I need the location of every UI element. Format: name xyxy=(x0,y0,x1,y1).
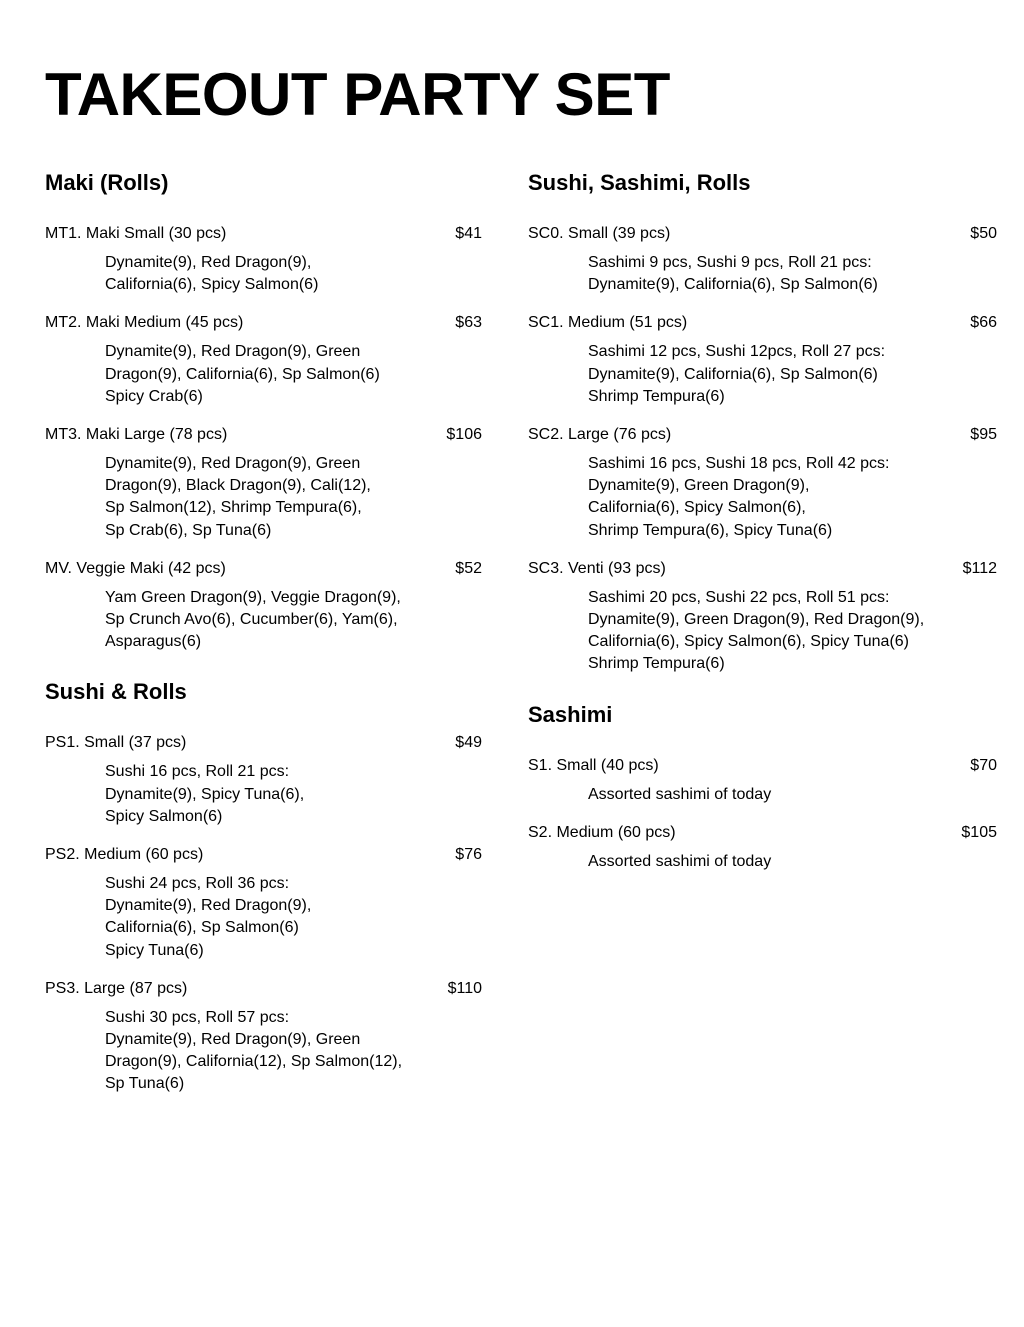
description-line: Dynamite(9), Red Dragon(9), Green xyxy=(105,1031,361,1049)
menu-item-price: $112 xyxy=(962,559,997,577)
menu-item-description xyxy=(588,252,997,296)
menu-item-header xyxy=(528,312,997,334)
menu-item-description xyxy=(105,341,482,408)
menu-item xyxy=(45,844,482,962)
menu-item-name: SC1. Medium (51 pcs) xyxy=(528,314,688,332)
description-line: California(6), Spicy Salmon(6), Spicy Tuna(6) xyxy=(588,633,910,651)
menu-item-description xyxy=(105,1007,482,1096)
menu-section xyxy=(528,700,997,873)
menu-section xyxy=(45,677,482,1095)
menu-item-price: $106 xyxy=(446,426,482,444)
section-title: Sushi, Sashimi, Rolls xyxy=(528,170,751,195)
menu-item-price: $63 xyxy=(455,314,482,332)
menu-item-description xyxy=(105,252,482,296)
description-line: Dynamite(9), Red Dragon(9), Green xyxy=(105,343,361,361)
description-line: Dynamite(9), Red Dragon(9), xyxy=(105,254,312,271)
menu-item xyxy=(45,424,482,542)
menu-item-list xyxy=(45,223,482,653)
description-line: Dynamite(9), Spicy Tuna(6), xyxy=(105,785,305,803)
description-line: Sp Crab(6), Sp Tuna(6) xyxy=(105,521,272,539)
description-line: Sushi 16 pcs, Roll 21 pcs: xyxy=(105,763,290,781)
menu-item xyxy=(45,312,482,408)
description-line: Sp Salmon(12), Shrimp Tempura(6), xyxy=(105,499,362,517)
menu-item-price: $110 xyxy=(447,979,482,997)
description-line: Sp Crunch Avo(6), Cucumber(6), Yam(6), xyxy=(105,611,398,629)
menu-item-header xyxy=(45,558,482,580)
page-title: TAKEOUT PARTY SET xyxy=(45,61,670,128)
menu-item xyxy=(45,978,482,1096)
menu-item xyxy=(528,822,997,873)
description-line: Shrimp Tempura(6) xyxy=(588,387,725,405)
left-column xyxy=(45,168,482,1112)
menu-item-name: SC0. Small (39 pcs) xyxy=(528,225,671,242)
description-line: Asparagus(6) xyxy=(105,633,202,651)
description-line: Dynamite(9), Red Dragon(9), Green xyxy=(105,455,361,473)
menu-item-header xyxy=(45,844,482,866)
description-line: Dragon(9), Black Dragon(9), Cali(12), xyxy=(105,477,371,495)
menu-item-header xyxy=(528,424,997,446)
menu-item-description xyxy=(588,784,997,806)
description-line: Shrimp Tempura(6), Spicy Tuna(6) xyxy=(588,521,833,539)
section-title: Sushi & Rolls xyxy=(45,679,187,705)
description-line: Sashimi 20 pcs, Sushi 22 pcs, Roll 51 pcs: xyxy=(588,588,890,606)
menu-item-description xyxy=(588,341,997,408)
description-line: Dynamite(9), Red Dragon(9), xyxy=(105,897,312,915)
description-line: Dynamite(9), California(6), Sp Salmon(6) xyxy=(588,365,878,383)
menu-item xyxy=(528,424,997,542)
menu-item xyxy=(528,223,997,296)
menu-item-name: S2. Medium (60 pcs) xyxy=(528,823,676,841)
menu-item-price: $52 xyxy=(455,559,482,577)
description-line: Dynamite(9), California(6), Sp Salmon(6) xyxy=(588,276,878,294)
description-line: Sushi 30 pcs, Roll 57 pcs: xyxy=(105,1008,290,1026)
description-line: California(6), Sp Salmon(6) xyxy=(105,919,299,937)
menu-item-name: PS2. Medium (60 pcs) xyxy=(45,846,204,864)
menu-item-price: $50 xyxy=(970,225,997,242)
description-line: Sashimi 12 pcs, Sushi 12pcs, Roll 27 pcs: xyxy=(588,343,886,361)
menu-item xyxy=(45,558,482,654)
menu-item xyxy=(45,223,482,296)
menu-item xyxy=(528,558,997,676)
description-line: Sushi 24 pcs, Roll 36 pcs: xyxy=(105,875,290,893)
menu-item-price: $70 xyxy=(970,756,997,774)
menu-item-description xyxy=(105,873,482,962)
menu-item-header xyxy=(45,223,482,245)
menu-item-price: $95 xyxy=(970,426,997,444)
section-title: Sashimi xyxy=(528,701,613,727)
menu-item-description xyxy=(588,851,997,873)
menu-item-header xyxy=(45,424,482,446)
menu-item-description xyxy=(105,587,482,654)
menu-item-price: $41 xyxy=(455,225,482,242)
menu-item-header xyxy=(528,558,997,580)
menu-item-name: MT2. Maki Medium (45 pcs) xyxy=(45,314,244,332)
menu-section xyxy=(528,168,997,676)
menu-item-header xyxy=(528,223,997,245)
menu-item-name: SC3. Venti (93 pcs) xyxy=(528,559,666,577)
menu-item-list xyxy=(45,732,482,1095)
menu-item-price: $49 xyxy=(455,734,482,752)
description-line: Spicy Salmon(6) xyxy=(105,807,223,825)
menu-item-name: S1. Small (40 pcs) xyxy=(528,756,659,774)
menu-item-list xyxy=(528,755,997,873)
menu-item xyxy=(45,732,482,828)
menu-item-description xyxy=(588,587,997,676)
menu-item-description xyxy=(105,453,482,542)
menu-item-name: MV. Veggie Maki (42 pcs) xyxy=(45,559,226,577)
description-line: Dynamite(9), Green Dragon(9), Red Dragon(9), xyxy=(588,611,925,629)
menu-item-description xyxy=(105,761,482,828)
menu-item-name: SC2. Large (76 pcs) xyxy=(528,426,672,444)
menu-item-name: PS1. Small (37 pcs) xyxy=(45,734,187,752)
description-line: Spicy Crab(6) xyxy=(105,387,203,405)
section-title: Maki (Rolls) xyxy=(45,170,169,195)
description-line: Yam Green Dragon(9), Veggie Dragon(9), xyxy=(105,588,401,606)
menu-item-price: $76 xyxy=(455,846,482,864)
menu-item-header xyxy=(45,978,482,1000)
description-line: Sashimi 9 pcs, Sushi 9 pcs, Roll 21 pcs: xyxy=(588,254,872,271)
description-line: California(6), Spicy Salmon(6) xyxy=(105,276,319,294)
menu-item-name: MT1. Maki Small (30 pcs) xyxy=(45,225,227,242)
description-line: Dragon(9), California(12), Sp Salmon(12), xyxy=(105,1053,403,1071)
description-line: Shrimp Tempura(6) xyxy=(588,655,725,673)
description-line: Assorted sashimi of today xyxy=(588,852,772,870)
description-line: Dragon(9), California(6), Sp Salmon(6) xyxy=(105,365,380,383)
description-line: Assorted sashimi of today xyxy=(588,785,772,803)
description-line: Dynamite(9), Green Dragon(9), xyxy=(588,477,810,495)
menu-item-price: $105 xyxy=(961,823,997,841)
description-line: Sp Tuna(6) xyxy=(105,1075,185,1093)
menu-item xyxy=(528,312,997,408)
menu-item-list xyxy=(528,223,997,676)
menu-item-header xyxy=(45,732,482,754)
menu-item xyxy=(528,755,997,806)
menu-item-name: PS3. Large (87 pcs) xyxy=(45,979,188,997)
menu-item-header xyxy=(528,822,997,844)
description-line: Sashimi 16 pcs, Sushi 18 pcs, Roll 42 pcs: xyxy=(588,455,890,473)
menu-item-price: $66 xyxy=(970,314,997,332)
menu-item-header xyxy=(45,312,482,334)
menu-item-header xyxy=(528,755,997,777)
description-line: Spicy Tuna(6) xyxy=(105,941,204,959)
description-line: California(6), Spicy Salmon(6), xyxy=(588,499,806,517)
menu-item-name: MT3. Maki Large (78 pcs) xyxy=(45,426,228,444)
right-column xyxy=(528,168,997,889)
menu-item-description xyxy=(588,453,997,542)
menu-section xyxy=(45,168,482,653)
